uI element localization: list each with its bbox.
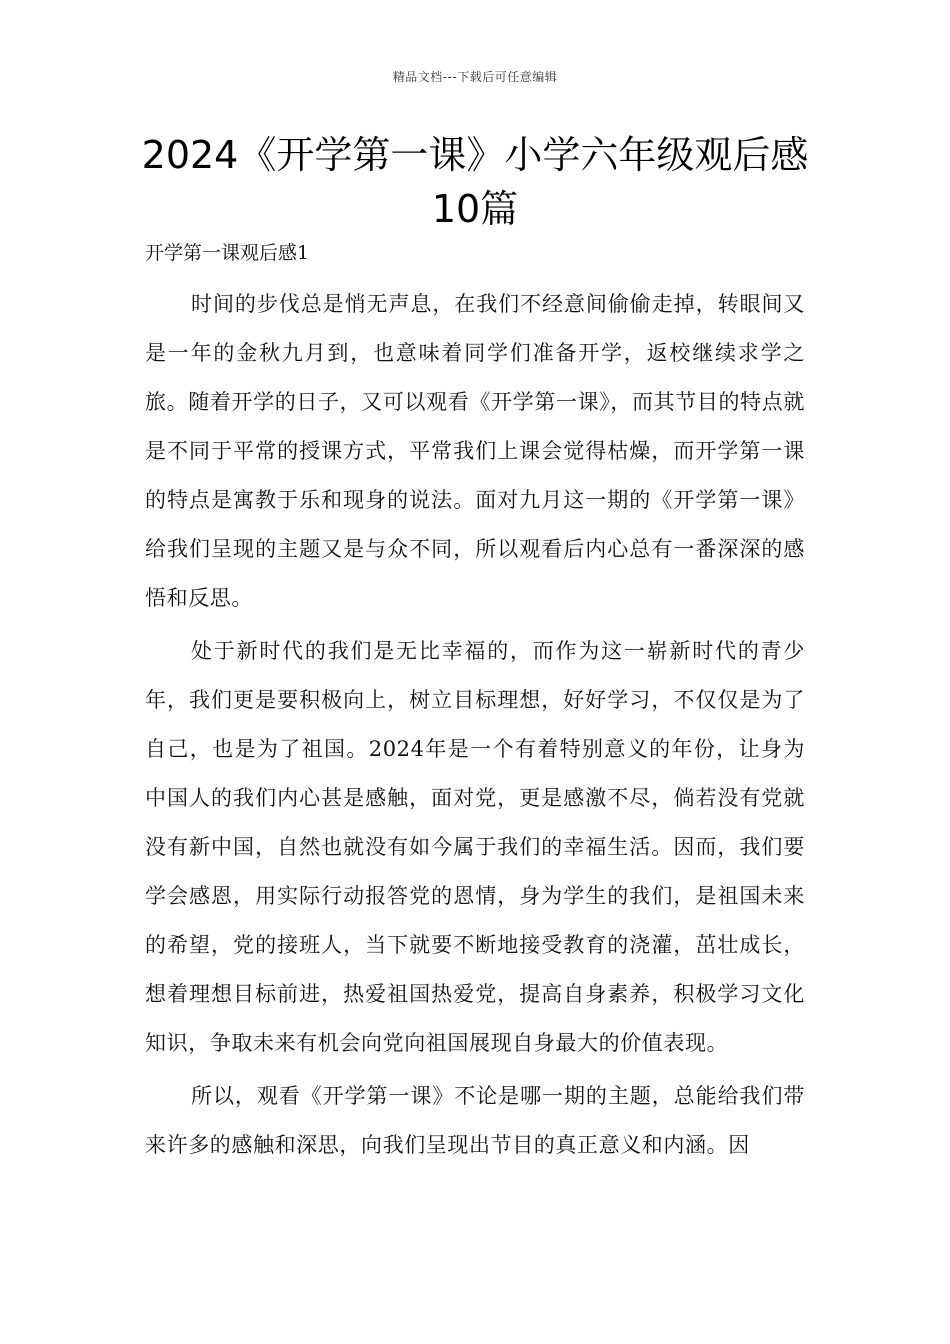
section-heading: 开学第一课观后感1 bbox=[145, 242, 310, 264]
document-title: 2024《开学第一课》小学六年级观后感10篇 bbox=[141, 133, 809, 231]
paragraph: 处于新时代的我们是无比幸福的，而作为这一崭新时代的青少年，我们更是要积极向上，树立目标理想，好好学习，不仅仅是为了自己，也是为了祖国。2024年是一个有着特别意义的年份，让身为中国人的我们内心甚是感触，面对党，更是感激不尽，倘若没有党就没有新中国，自然也就没有如今属于我们的幸福生活。因而，我们要学会感恩，用实际行动报答党的恩情，身为学生的我们，是祖国未来的希望，党的接班人，当下就要不断地接受教育的浇灌，茁壮成长，想着理想目标前进，热爱祖国热爱党，提高自身素养，积极学习文化知识，争取未来有机会向党向祖国展现自身最大的价值表现。 bbox=[145, 639, 805, 1055]
paragraph: 所以，观看《开学第一课》不论是哪一期的主题，总能给我们带来许多的感触和深思，向我们呈现出节目的真正意义和内涵。因 bbox=[145, 1084, 805, 1157]
document-body bbox=[145, 280, 805, 1174]
paragraph: 时间的步伐总是悄无声息，在我们不经意间偷偷走掉，转眼间又是一年的金秋九月到，也意味着同学们准备开学，返校继续求学之旅。随着开学的日子，又可以观看《开学第一课》，而其节目的特点就是不同于平常的授课方式，平常我们上课会觉得枯燥，而开学第一课的特点是寓教于乐和现身的说法。面对九月这一期的《开学第一课》给我们呈现的主题又是与众不同，所以观看后内心总有一番深深的感悟和反思。 bbox=[145, 292, 805, 610]
header-note: 精品文档---下载后可任意编辑 bbox=[392, 70, 558, 84]
